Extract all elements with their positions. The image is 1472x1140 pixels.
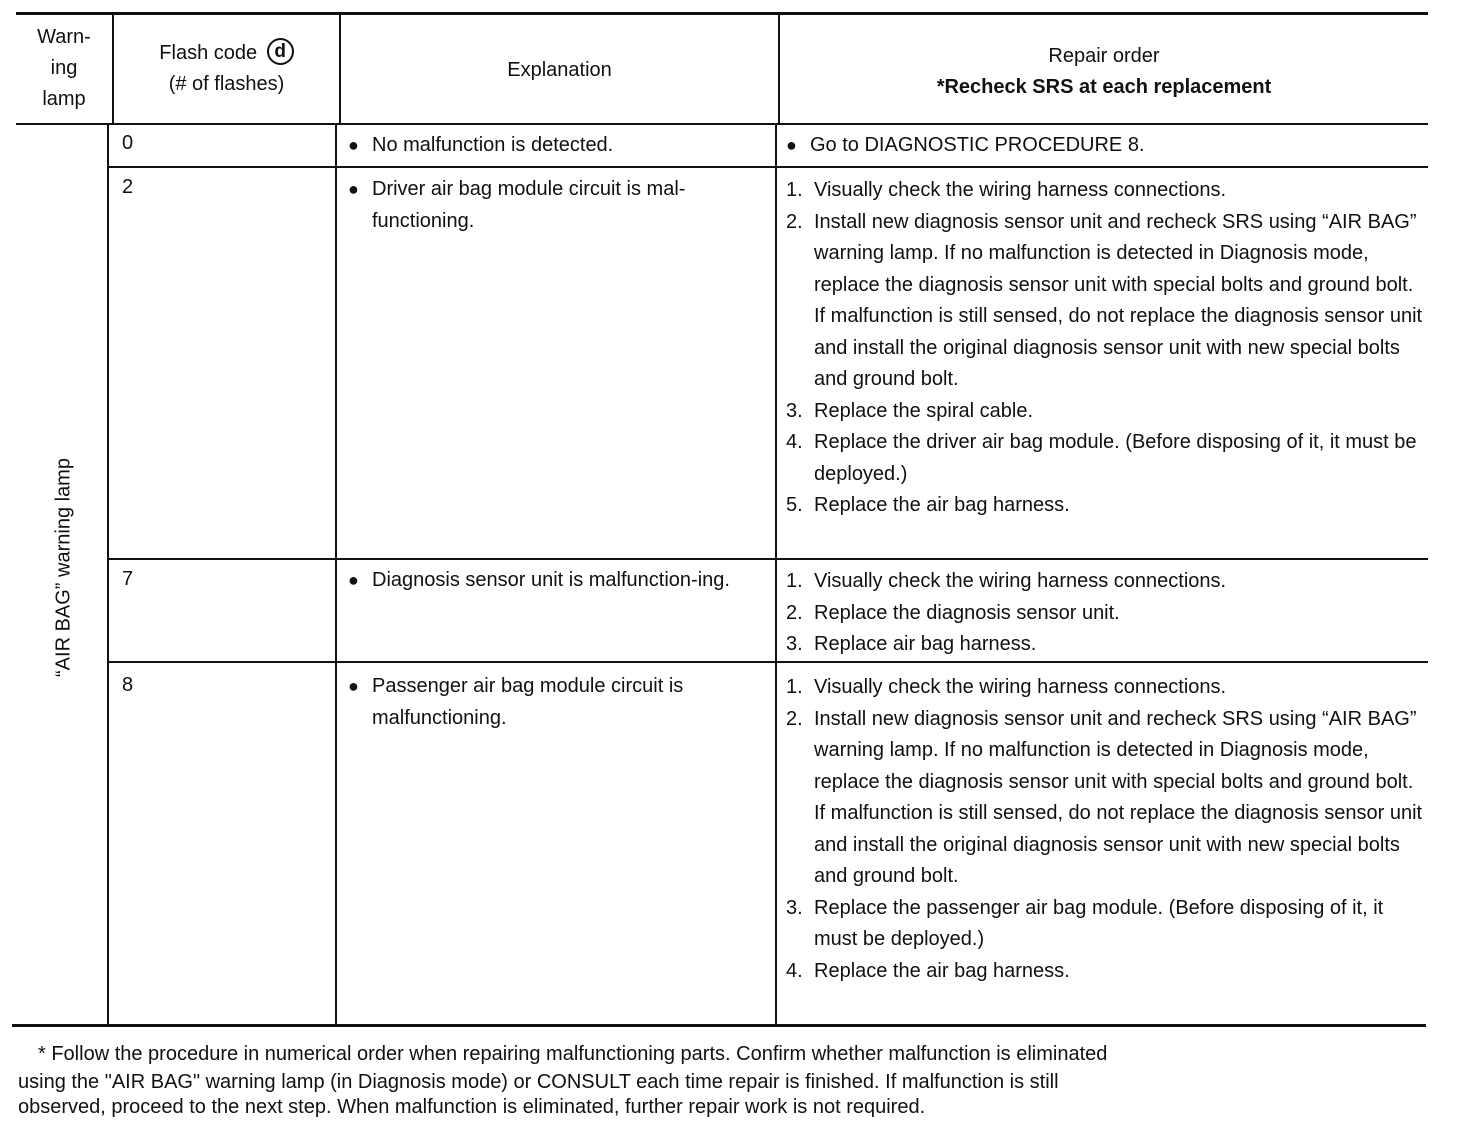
table-top-rule xyxy=(16,12,1428,15)
row-0-repair-text: Go to DIAGNOSTIC PROCEDURE 8. xyxy=(810,134,1145,156)
footnote-line-3: observed, proceed to the next step. When malfunction is eliminated, further repair work is not required. xyxy=(18,1096,926,1118)
header-repair-order xyxy=(780,41,1428,103)
flash-code-8: 8 xyxy=(122,674,134,696)
footnote-line-2: using the "AIR BAG" warning lamp (in Diagnosis mode) or CONSULT each time repair is finished. If malfunction is still xyxy=(18,1071,1059,1093)
bullet-icon: ● xyxy=(348,135,359,155)
bullet-icon: ● xyxy=(348,570,359,590)
column-rule-2-lower xyxy=(335,124,337,1026)
row-7-explanation xyxy=(348,565,768,597)
step-number: 5. xyxy=(786,494,803,516)
header-flash-code-sub: (# of flashes) xyxy=(168,73,285,95)
step-number: 4. xyxy=(786,959,803,982)
header-warning-lamp-line-2: ing xyxy=(50,57,78,79)
step-text: Replace the driver air bag module. (Before disposing of it, it must be deployed.) xyxy=(814,431,1417,485)
repair-step xyxy=(786,207,1426,396)
step-number: 2. xyxy=(786,210,803,233)
repair-step xyxy=(786,396,1426,428)
flash-code-2: 2 xyxy=(122,176,134,198)
repair-step xyxy=(786,893,1426,956)
step-text: Replace the spiral cable. xyxy=(814,399,1034,422)
step-number: 1. xyxy=(786,179,803,201)
step-number: 2. xyxy=(786,707,803,730)
header-flash-code-line xyxy=(114,38,339,69)
repair-step xyxy=(786,704,1426,893)
flash-code-0: 0 xyxy=(122,132,134,154)
step-text: Replace the air bag harness. xyxy=(814,959,1070,982)
column-rule-3-lower xyxy=(775,124,777,1026)
row-2-bottom-rule xyxy=(108,558,1428,560)
step-number: 1. xyxy=(786,676,803,698)
step-number: 3. xyxy=(786,633,803,655)
row-8-explanation-text: Passenger air bag module circuit is malfunctioning. xyxy=(372,675,684,729)
row-0-explanation xyxy=(348,130,768,162)
repair-step xyxy=(786,598,1426,630)
row-2-explanation xyxy=(348,174,756,237)
step-number: 1. xyxy=(786,570,803,592)
bullet-icon: ● xyxy=(786,135,797,155)
header-warning-lamp-line-3: lamp xyxy=(42,88,86,110)
header-repair-order-note: *Recheck SRS at each replacement xyxy=(936,76,1272,98)
column-rule-1-lower xyxy=(107,124,109,1026)
row-2-explanation-text: Driver air bag module circuit is mal-functioning. xyxy=(372,178,686,232)
row-2-repair-steps xyxy=(786,175,1426,522)
row-7-repair-steps xyxy=(786,566,1426,661)
repair-step xyxy=(786,672,1426,704)
repair-step xyxy=(786,490,1426,522)
step-text: Replace the air bag harness. xyxy=(814,494,1070,516)
lamp-name-vertical: “AIR BAG” warning lamp xyxy=(52,458,75,677)
flash-code-7: 7 xyxy=(122,568,134,590)
step-number: 3. xyxy=(786,399,803,422)
step-text: Visually check the wiring harness connections. xyxy=(814,676,1227,698)
header-explanation: Explanation xyxy=(507,59,612,81)
header-repair-order-title: Repair order xyxy=(1048,45,1160,67)
step-number: 3. xyxy=(786,896,803,919)
step-text: Replace the passenger air bag module. (Before disposing of it, it must be deployed.) xyxy=(814,896,1384,950)
header-flash-code-label: Flash code xyxy=(159,42,258,64)
bullet-icon: ● xyxy=(348,676,359,696)
step-text: Visually check the wiring harness connections. xyxy=(814,179,1227,201)
footnote xyxy=(18,1040,1458,1121)
repair-step xyxy=(786,629,1426,661)
row-0-repair xyxy=(786,130,1422,162)
bullet-icon: ● xyxy=(348,179,359,199)
repair-step xyxy=(786,956,1426,988)
flash-code-d-symbol: d xyxy=(267,38,294,65)
repair-step xyxy=(786,566,1426,598)
repair-step xyxy=(786,175,1426,207)
row-0-bottom-rule xyxy=(108,166,1428,168)
row-8-explanation xyxy=(348,671,756,734)
header-warning-lamp xyxy=(20,22,108,115)
row-7-bottom-rule xyxy=(108,661,1428,663)
row-7-explanation-text: Diagnosis sensor unit is malfunction-ing. xyxy=(372,569,730,591)
step-text: Replace the diagnosis sensor unit. xyxy=(814,601,1120,624)
step-text: Replace air bag harness. xyxy=(814,633,1037,655)
header-warning-lamp-line-1: Warn- xyxy=(37,26,91,48)
table-bottom-rule xyxy=(12,1024,1426,1027)
step-text: Visually check the wiring harness connections. xyxy=(814,570,1227,592)
step-number: 2. xyxy=(786,601,803,624)
step-text: Install new diagnosis sensor unit and recheck SRS using “AIR BAG” warning lamp. If no malfunction is detected in Diagnosis mode, replace the diagnosis sensor unit with special bolts and ground bolt. If malfunction is still sensed, do not replace the diagnosis sensor unit and install the original diagnosis sensor unit with new special bolts and ground bolt. xyxy=(814,707,1423,887)
row-8-repair-steps xyxy=(786,672,1426,987)
header-bottom-rule xyxy=(16,123,1428,125)
header-flash-code xyxy=(114,38,339,100)
repair-step xyxy=(786,427,1426,490)
footnote-line-1: * Follow the procedure in numerical order when repairing malfunctioning parts. Confirm whether malfunction is eliminated xyxy=(38,1043,1108,1065)
step-text: Install new diagnosis sensor unit and recheck SRS using “AIR BAG” warning lamp. If no malfunction is detected in Diagnosis mode, replace the diagnosis sensor unit with special bolts and ground bolt. If malfunction is still sensed, do not replace the diagnosis sensor unit and install the original diagnosis sensor unit with new special bolts and ground bolt. xyxy=(814,210,1423,390)
row-0-explanation-text: No malfunction is detected. xyxy=(372,134,614,156)
step-number: 4. xyxy=(786,431,803,453)
